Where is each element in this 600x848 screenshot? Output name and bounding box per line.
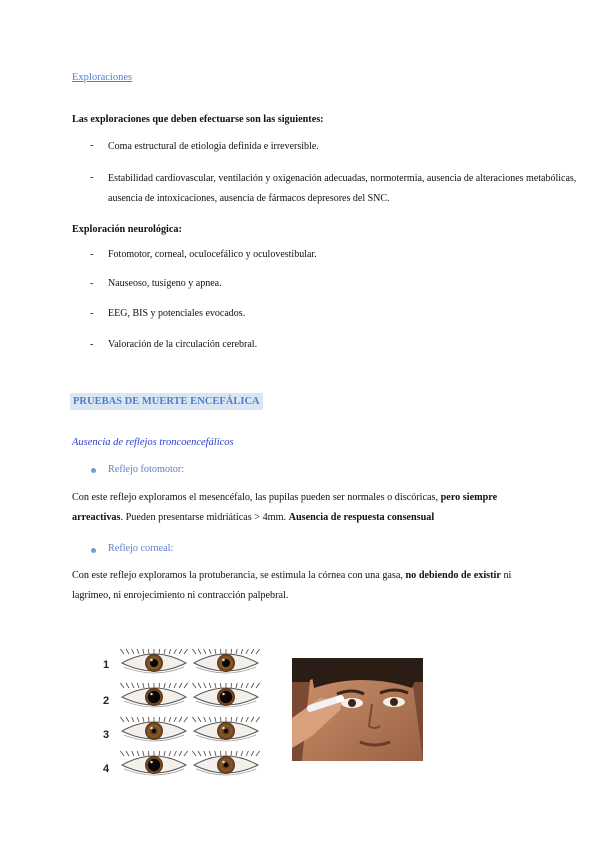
eye-icon [192,683,259,707]
reflex1-bold-b: Ausencia de respuesta consensual [288,512,435,523]
neuro-item: EEG, BIS y potenciales evocados. [108,308,246,319]
bullet-dot [91,468,96,473]
pupil [220,691,232,703]
figure-number: 2 [103,695,110,707]
neuro-item: Nauseoso, tusígeno y apnea. [108,278,222,289]
bullet-dot [91,548,96,553]
explorations-title: Las exploraciones que deben efectuarse son las siguientes: [72,114,324,125]
pupil [224,729,228,733]
pupil [224,763,228,767]
eye-icon [192,717,259,741]
eye-icon [192,751,259,775]
reflex1-paragraph [72,488,522,528]
neuro-item: Fotomotor, corneal, oculocefálico y oculovestibular. [108,249,317,260]
neuro-title: Exploración neurológica: [72,224,182,235]
eye-icon [120,649,187,673]
figure-number: 4 [103,763,110,775]
eye-icon [120,751,187,775]
section-link-exploraciones[interactable]: Exploraciones [72,72,133,83]
reflex2-text-b: ni lagrimeo, ni enrojecimiento ni contracción palpebral. [72,570,512,601]
reflex2-text-a: Con este reflejo exploramos la protuberancia, se estimula la córnea con una gasa, [72,570,406,581]
pupil-diagram [118,645,263,785]
reflex-label-fotomotor: Reflejo fotomotor: [108,464,185,475]
reflex2-paragraph [72,566,522,606]
reflex-label-corneal: Reflejo corneal: [108,543,174,554]
neuro-item: Valoración de la circulación cerebral. [108,339,258,350]
eye-icon [192,649,259,673]
figure-number: 1 [103,659,110,671]
dash-marker: - [90,278,94,289]
exploration-item: Coma estructural de etiología definida e irreversible. [108,141,319,152]
subheading: Ausencia de reflejos troncoencefálicos [72,437,234,448]
reflex1-text-b: . Pueden presentarse midriáticas > 4mm. [120,512,289,523]
dash-marker: - [90,249,94,260]
eye-icon [120,683,187,707]
dash-marker: - [90,172,94,183]
pupil [148,759,160,771]
reflex2-bold-a: no debiendo de existir [405,570,501,581]
figure-number: 3 [103,729,110,741]
reflex1-text-a: Con este reflejo exploramos el mesencéfalo, las pupilas pueden ser normales o discóricas, [72,492,441,503]
dash-marker: - [90,140,94,151]
corneal-reflex-photo [292,658,423,761]
eye-icon [120,717,187,741]
pupil [148,691,160,703]
dash-marker: - [90,339,94,350]
section-heading: PRUEBAS DE MUERTE ENCEFÁLICA [70,393,263,410]
dash-marker: - [90,308,94,319]
pupil [152,729,156,733]
reflex1-bold-a: pero siempre arreactivas [72,492,498,523]
exploration-item: Estabilidad cardiovascular, ventilación y oxigenación adecuadas, normotermia, ausencia de alteraciones metabólicas, ausencia de intoxicaciones, ausencia de fármacos depresores del SNC. [108,173,577,204]
